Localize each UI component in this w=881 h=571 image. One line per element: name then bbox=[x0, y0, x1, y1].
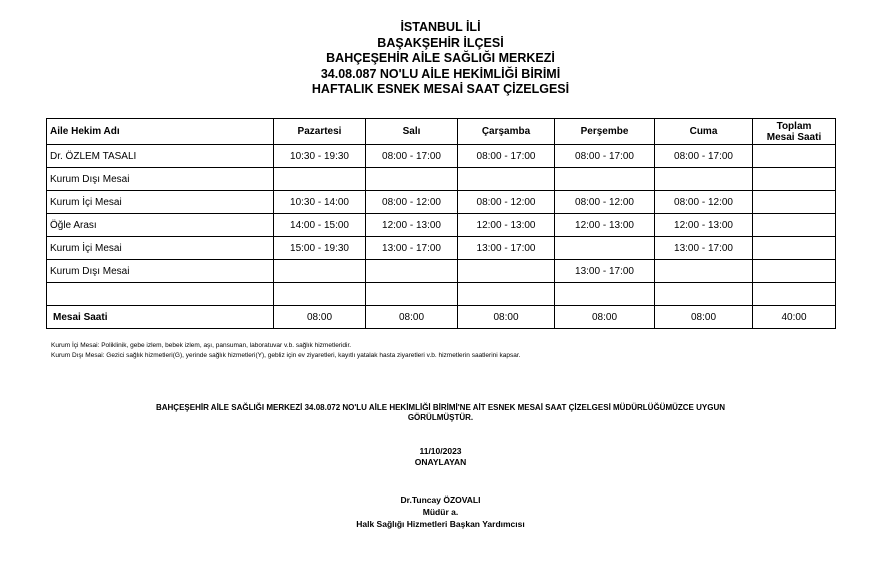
approval-line-1: BAHÇEŞEHİR AİLE SAĞLIĞI MERKEZİ 34.08.072 NO'LU AİLE HEKİMLİĞİ BİRİMİ'NE AİT ESNEK MESAİ SAAT ÇİZELGESİ MÜDÜRLÜĞÜMÜZCE UYGUN bbox=[155, 403, 726, 412]
cell-tuesday: 12:00 - 13:00 bbox=[366, 214, 458, 237]
table-row bbox=[47, 191, 836, 214]
total-row bbox=[47, 306, 836, 329]
document-header bbox=[0, 20, 881, 98]
cell-thursday: 08:00 - 12:00 bbox=[555, 191, 655, 214]
cell-tuesday bbox=[366, 260, 458, 283]
note-kurum-ici: Kurum İçi Mesai: Poliklinik, gebe izlem, bebek izlem, aşı, pansuman, laboratuvar v.b. sağlık hizmetleridir. bbox=[51, 342, 352, 349]
total-wednesday: 08:00 bbox=[458, 306, 555, 329]
cell-total bbox=[753, 237, 836, 260]
total-weekly-hours: 40:00 bbox=[753, 306, 836, 329]
row-label: Dr. ÖZLEM TASALI bbox=[47, 145, 274, 168]
cell-friday bbox=[655, 260, 753, 283]
cell-monday bbox=[274, 168, 366, 191]
total-thursday: 08:00 bbox=[555, 306, 655, 329]
cell-total bbox=[753, 214, 836, 237]
approval-line-2: GÖRÜLMÜŞTÜR. bbox=[407, 412, 474, 422]
cell-monday bbox=[274, 283, 366, 306]
cell-monday bbox=[274, 260, 366, 283]
cell-monday: 10:30 - 19:30 bbox=[274, 145, 366, 168]
total-friday: 08:00 bbox=[655, 306, 753, 329]
notes bbox=[51, 341, 520, 361]
cell-wednesday bbox=[458, 260, 555, 283]
cell-total bbox=[753, 260, 836, 283]
cell-tuesday: 08:00 - 17:00 bbox=[366, 145, 458, 168]
cell-wednesday: 08:00 - 12:00 bbox=[458, 191, 555, 214]
row-label bbox=[47, 283, 274, 306]
cell-tuesday: 13:00 - 17:00 bbox=[366, 237, 458, 260]
total-row-label: Mesai Saati bbox=[47, 306, 274, 329]
header-total-hours bbox=[753, 119, 836, 145]
cell-thursday: 08:00 - 17:00 bbox=[555, 145, 655, 168]
table-row bbox=[47, 145, 836, 168]
cell-monday: 14:00 - 15:00 bbox=[274, 214, 366, 237]
header-total-line2: Mesai Saati bbox=[766, 131, 822, 143]
signatory-name: Dr.Tuncay ÖZOVALI bbox=[400, 495, 481, 505]
total-tuesday: 08:00 bbox=[366, 306, 458, 329]
header-wednesday: Çarşamba bbox=[458, 119, 555, 145]
approval-date: 11/10/2023 bbox=[419, 446, 462, 456]
cell-friday: 08:00 - 17:00 bbox=[655, 145, 753, 168]
table-row bbox=[47, 260, 836, 283]
cell-friday bbox=[655, 283, 753, 306]
row-label: Kurum Dışı Mesai bbox=[47, 168, 274, 191]
row-label: Öğle Arası bbox=[47, 214, 274, 237]
cell-wednesday: 13:00 - 17:00 bbox=[458, 237, 555, 260]
table-row bbox=[47, 283, 836, 306]
cell-tuesday bbox=[366, 168, 458, 191]
table-header-row bbox=[47, 119, 836, 145]
cell-wednesday bbox=[458, 168, 555, 191]
approved-by-label: ONAYLAYAN bbox=[414, 457, 467, 467]
cell-tuesday: 08:00 - 12:00 bbox=[366, 191, 458, 214]
cell-thursday bbox=[555, 168, 655, 191]
cell-total bbox=[753, 145, 836, 168]
header-friday: Cuma bbox=[655, 119, 753, 145]
table-row bbox=[47, 168, 836, 191]
cell-monday: 15:00 - 19:30 bbox=[274, 237, 366, 260]
cell-friday: 13:00 - 17:00 bbox=[655, 237, 753, 260]
cell-total bbox=[753, 191, 836, 214]
note-kurum-disi: Kurum Dışı Mesai: Gezici sağlık hizmetleri(G), yerinde sağlık hizmetleri(Y), gebliz için ev ziyaretleri, kayıtlı yatalak hasta ziyaretleri v.b. hizmetlerin saatlerini kapsar. bbox=[51, 352, 521, 359]
schedule-table bbox=[46, 118, 836, 329]
cell-thursday bbox=[555, 237, 655, 260]
table-row bbox=[47, 237, 836, 260]
row-label: Kurum İçi Mesai bbox=[47, 237, 274, 260]
cell-friday: 08:00 - 12:00 bbox=[655, 191, 753, 214]
header-center: BAHÇEŞEHİR AİLE SAĞLIĞI MERKEZİ bbox=[326, 51, 555, 65]
row-label: Kurum Dışı Mesai bbox=[47, 260, 274, 283]
approval-statement bbox=[0, 403, 881, 422]
cell-wednesday: 12:00 - 13:00 bbox=[458, 214, 555, 237]
signature-block bbox=[0, 494, 881, 530]
table-row bbox=[47, 214, 836, 237]
cell-total bbox=[753, 168, 836, 191]
total-monday: 08:00 bbox=[274, 306, 366, 329]
header-physician-name: Aile Hekim Adı bbox=[47, 119, 274, 145]
signatory-title-1: Müdür a. bbox=[422, 507, 459, 517]
header-title: HAFTALIK ESNEK MESAİ SAAT ÇİZELGESİ bbox=[311, 82, 570, 96]
header-district: BAŞAKŞEHİR İLÇESİ bbox=[377, 35, 504, 50]
cell-monday: 10:30 - 14:00 bbox=[274, 191, 366, 214]
cell-friday: 12:00 - 13:00 bbox=[655, 214, 753, 237]
cell-total bbox=[753, 283, 836, 306]
header-tuesday: Salı bbox=[366, 119, 458, 145]
cell-friday bbox=[655, 168, 753, 191]
cell-thursday: 13:00 - 17:00 bbox=[555, 260, 655, 283]
header-total-line1: Toplam bbox=[776, 120, 812, 132]
header-province: İSTANBUL İLİ bbox=[400, 20, 481, 34]
signatory-title-2: Halk Sağlığı Hizmetleri Başkan Yardımcısı bbox=[356, 519, 525, 529]
cell-wednesday bbox=[458, 283, 555, 306]
header-monday: Pazartesi bbox=[274, 119, 366, 145]
cell-wednesday: 08:00 - 17:00 bbox=[458, 145, 555, 168]
row-label: Kurum İçi Mesai bbox=[47, 191, 274, 214]
header-thursday: Perşembe bbox=[555, 119, 655, 145]
cell-thursday: 12:00 - 13:00 bbox=[555, 214, 655, 237]
header-unit: 34.08.087 NO'LU AİLE HEKİMLİĞİ BİRİMİ bbox=[320, 66, 561, 81]
cell-tuesday bbox=[366, 283, 458, 306]
cell-thursday bbox=[555, 283, 655, 306]
approval-date-block bbox=[0, 446, 881, 468]
